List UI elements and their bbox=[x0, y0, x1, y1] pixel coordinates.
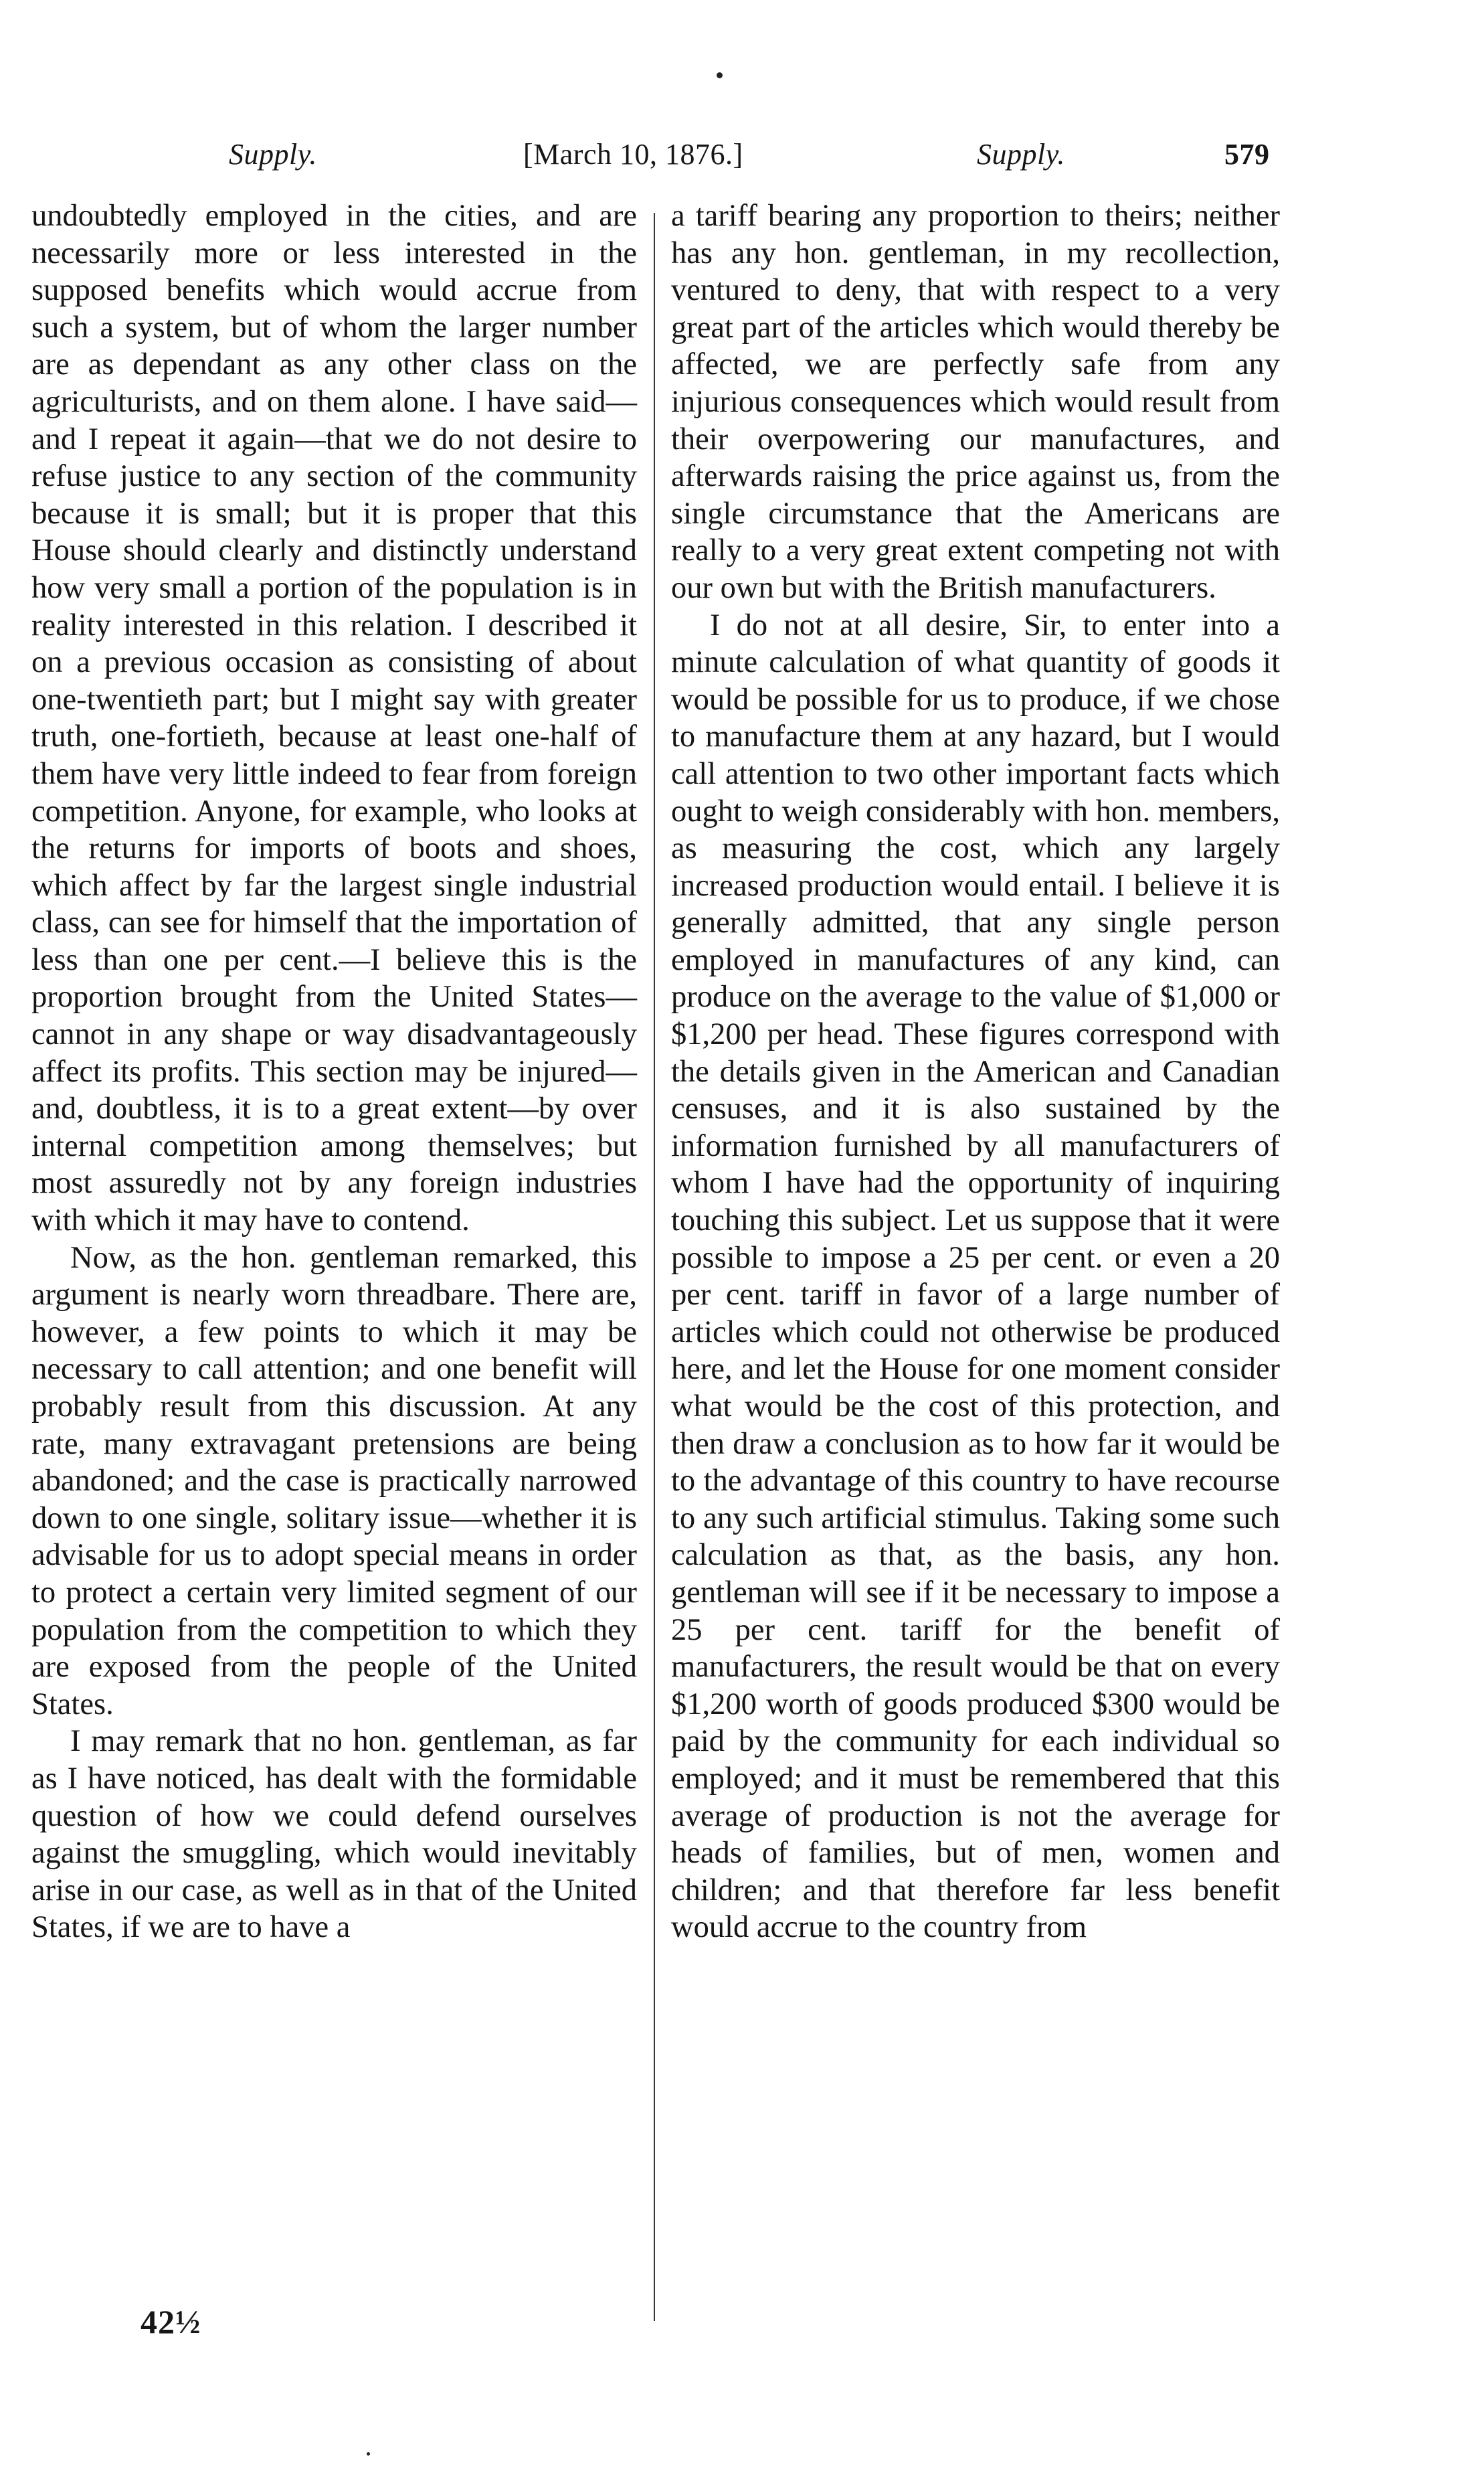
left-text-column bbox=[31, 197, 637, 1946]
header-left-title: Supply. bbox=[229, 138, 317, 171]
header-right-title: Supply. bbox=[977, 138, 1065, 171]
running-header bbox=[221, 137, 1291, 184]
paragraph: Now, as the hon. gentleman remarked, this argument is nearly worn threadbare. There are, however, a few points to which it may be necessary to call attention; and one benefit will probably result from this discussion. At any rate, many extravagant pretensions are being abandoned; and the case is practically narrowed down to one single, solitary issue—whether it is advisable for us to adopt special means in order to protect a certain very limited segment of our population from the competition to which they are exposed from the people of the United States. bbox=[31, 1240, 637, 1721]
paragraph: I may remark that no hon. gentleman, as far as I have noticed, has dealt with the formidable question of how we could defend ourselves against the smuggling, which would inevitably arise in our case, as well as in that of the United States, if we are to have a bbox=[31, 1724, 637, 1945]
header-date: [March 10, 1876.] bbox=[523, 138, 743, 171]
paragraph: a tariff bearing any proportion to theirs; neither has any hon. gentleman, in my recollection, ventured to deny, that with respect to a very great part of the articles which would thereby be affected, we are perfectly safe from any injurious consequences which would result from their overpowering our manufactures, and afterwards raising the price against us, from the single circumstance that the Americans are really to a very great extent competing not with our own but with the British manufacturers. bbox=[671, 199, 1280, 605]
paragraph: undoubtedly employed in the cities, and are necessarily more or less interested in the supposed benefits which would accrue from such a system, but of whom the larger number are as dependant as any other class on the agriculturists, and on them alone. I have said—and I repeat it again—that we do not desire to refuse justice to any section of the community because it is small; but it is proper that this House should clearly and distinctly understand how very small a portion of the population is in reality interested in this relation. I described it on a previous occasion as consisting of about one-twentieth part; but I might say with greater truth, one-fortieth, because at least one-half of them have very little indeed to fear from foreign competition. Anyone, for example, who looks at the returns for imports of boots and shoes, which affect by far the largest single industrial class, can see for himself that the importation of less than one per cent.—I believe this is the proportion brought from the United States—cannot in any shape or way disadvantageously affect its profits. This section may be injured—and, doubtless, it is to a great extent—by over internal competition among themselves; but most assuredly not by any foreign industries with which it may have to contend. bbox=[31, 199, 637, 1238]
signature-mark: 42½ bbox=[141, 2303, 201, 2340]
column-divider bbox=[654, 213, 655, 2321]
print-speck bbox=[717, 72, 723, 78]
page-number: 579 bbox=[1224, 138, 1270, 171]
print-speck bbox=[367, 2452, 370, 2456]
paragraph: I do not at all desire, Sir, to enter into a minute calculation of what quantity of goods it would be possible for us to produce, if we chose to manufacture them at any hazard, but I would call attention to two other important facts which ought to weigh considerably with hon. members, as measuring the cost, which any largely increased production would entail. I believe it is generally admitted, that any single person employed in manufactures of any kind, can produce on the average to the value of $1,000 or $1,200 per head. These figures correspond with the details given in the American and Canadian censuses, and it is also sustained by the information furnished by all manufacturers of whom I have had the opportunity of inquiring touching this subject. Let us suppose that it were possible to impose a 25 per cent. or even a 20 per cent. tariff in favor of a large number of articles which could not otherwise be produced here, and let the House for one moment consider what would be the cost of this protection, and then draw a conclusion as to how far it would be to the advantage of this country to have recourse to any such artificial stimulus. Taking some such calculation as that, as the basis, any hon. gentleman will see if it be necessary to impose a 25 per cent. tariff for the benefit of manufacturers, the result would be that on every $1,200 worth of goods produced $300 would be paid by the community for each individual so employed; and it must be remembered that this average of production is not the average for heads of families, but of men, women and children; and that therefore far less benefit would accrue to the country from bbox=[671, 608, 1280, 1945]
right-text-column bbox=[671, 197, 1280, 1946]
